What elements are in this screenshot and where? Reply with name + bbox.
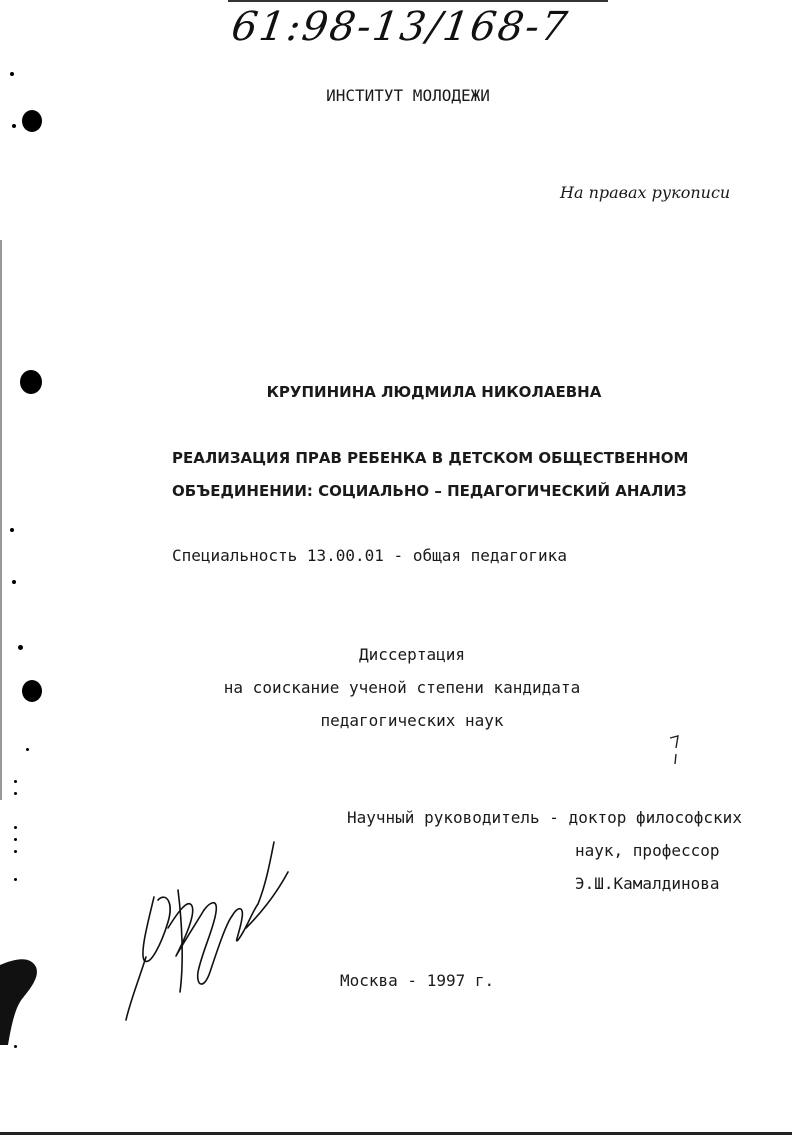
scan-mark-small-8 (14, 792, 17, 795)
scan-mark-small-7 (14, 780, 17, 783)
binding-edge-blot (0, 955, 44, 1045)
scan-mark-small-2 (12, 124, 16, 128)
dissertation-label: Диссертация (359, 645, 465, 664)
scan-mark-small-12 (14, 878, 17, 881)
scan-mark-small-6 (26, 748, 29, 751)
scan-mark-small-10 (14, 838, 17, 841)
city-year: Москва - 1997 г. (340, 971, 495, 990)
supervisor-line-2: наук, профессор (575, 841, 720, 860)
scan-mark-small-3 (10, 528, 14, 532)
margin-mark (668, 734, 684, 766)
bottom-border-line (0, 1132, 792, 1135)
handwritten-catalog-number: 61:98-13/168-7 (228, 4, 572, 50)
title-line-2: ОБЪЕДИНЕНИИ: СОЦИАЛЬНО – ПЕДАГОГИЧЕСКИЙ АНАЛИЗ (172, 482, 687, 500)
scan-mark-dot-2 (20, 370, 42, 394)
signature-icon (118, 832, 298, 1027)
scan-mark-small-9 (14, 826, 17, 829)
top-border-line (228, 0, 608, 2)
scan-mark-small-11 (14, 850, 17, 853)
degree-line: на соискание ученой степени кандидата (223, 678, 581, 697)
manuscript-note: На правах рукописи (560, 183, 731, 202)
supervisor-line-1: Научный руководитель - доктор философских (347, 808, 742, 827)
institute-name: ИНСТИТУТ МОЛОДЕЖИ (326, 86, 490, 105)
scan-mark-dot-1 (22, 110, 42, 132)
scan-mark-small-13 (14, 1045, 17, 1048)
title-line-1: РЕАЛИЗАЦИЯ ПРАВ РЕБЕНКА В ДЕТСКОМ ОБЩЕСТВЕННОМ (172, 449, 689, 467)
scan-mark-small-1 (10, 72, 14, 76)
scan-mark-small-5 (18, 645, 23, 650)
scan-mark-small-4 (12, 580, 16, 584)
left-edge-line (0, 240, 2, 800)
author-name: КРУПИНИНА ЛЮДМИЛА НИКОЛАЕВНА (266, 383, 602, 401)
specialty: Специальность 13.00.01 - общая педагогика (172, 546, 567, 565)
science-field: педагогических наук (320, 711, 504, 730)
scan-mark-dot-3 (22, 680, 42, 702)
supervisor-name: Э.Ш.Камалдинова (575, 874, 720, 893)
